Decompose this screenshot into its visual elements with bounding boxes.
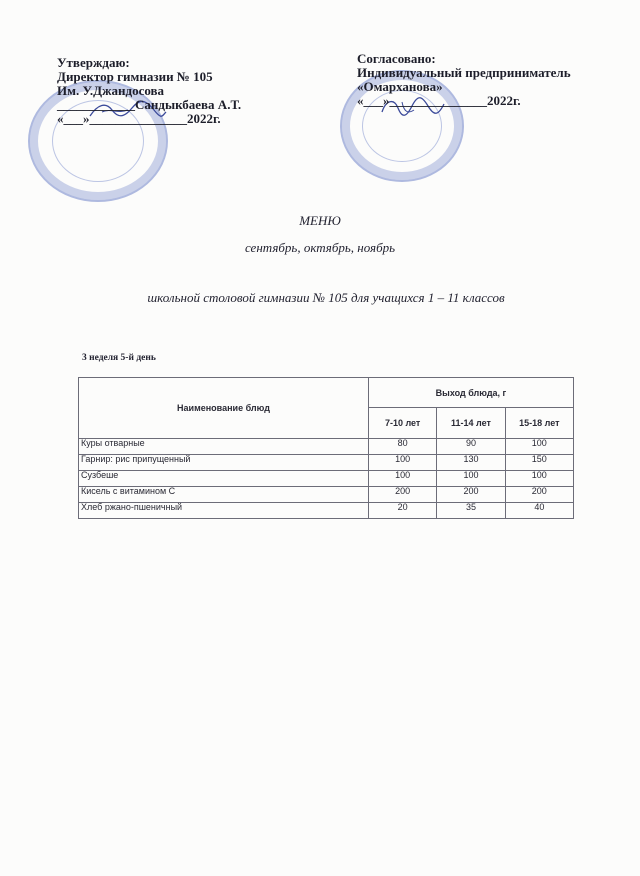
dish-name-cell: Гарнир: рис припущенный: [79, 455, 369, 471]
portion-cell: 200: [437, 487, 505, 503]
portion-cell: 100: [505, 471, 573, 487]
portion-cell: 200: [368, 487, 436, 503]
column-header-age-15-18: 15-18 лет: [505, 408, 573, 439]
dish-name-cell: Куры отварные: [79, 439, 369, 455]
portion-cell: 150: [505, 455, 573, 471]
approve-heading: Утверждаю:: [57, 55, 130, 70]
portion-cell: 100: [437, 471, 505, 487]
agreed-entrepreneur: Индивидуальный предприниматель: [357, 65, 571, 80]
approve-school-name: Им. У.Джандосова: [57, 83, 165, 98]
column-header-age-7-10: 7-10 лет: [368, 408, 436, 439]
portion-cell: 90: [437, 439, 505, 455]
approve-date-line: «___»_______________2022г.: [57, 111, 221, 126]
table-row: [79, 503, 574, 519]
approve-director: Директор гимназии № 105: [57, 69, 213, 84]
portion-cell: 200: [505, 487, 573, 503]
portion-cell: 35: [437, 503, 505, 519]
portion-cell: 80: [368, 439, 436, 455]
week-day-label: 3 неделя 5-й день: [82, 353, 156, 363]
table-row: [79, 455, 574, 471]
menu-table: [78, 377, 574, 519]
agreed-heading: Согласовано:: [357, 51, 436, 66]
approval-block: [57, 56, 241, 126]
menu-title: МЕНЮ: [299, 213, 341, 228]
portion-cell: 100: [368, 455, 436, 471]
portion-cell: 20: [368, 503, 436, 519]
dish-name-cell: Хлеб ржано-пшеничный: [79, 503, 369, 519]
table-row: [79, 439, 574, 455]
approve-signature-line: ____________Сандыкбаева А.Т.: [57, 97, 242, 112]
agreement-block: [357, 52, 571, 108]
table-row: [79, 487, 574, 503]
agreed-entrepreneur-name: «Омарханова»: [357, 79, 443, 94]
column-header-output: Выход блюда, г: [368, 378, 573, 408]
dish-name-cell: Сузбеше: [79, 471, 369, 487]
menu-months: сентябрь, октябрь, ноябрь: [244, 240, 396, 255]
portion-cell: 100: [368, 471, 436, 487]
portion-cell: 40: [505, 503, 573, 519]
dish-name-cell: Кисель с витамином С: [79, 487, 369, 503]
portion-cell: 130: [437, 455, 505, 471]
portion-cell: 100: [505, 439, 573, 455]
column-header-age-11-14: 11-14 лет: [437, 408, 505, 439]
agreed-date-line: «___»_______________2022г.: [357, 93, 521, 108]
menu-subtitle: школьной столовой гимназии № 105 для учащихся 1 – 11 классов: [147, 290, 505, 305]
table-row: [79, 471, 574, 487]
column-header-dish-name: Наименование блюд: [79, 378, 369, 439]
